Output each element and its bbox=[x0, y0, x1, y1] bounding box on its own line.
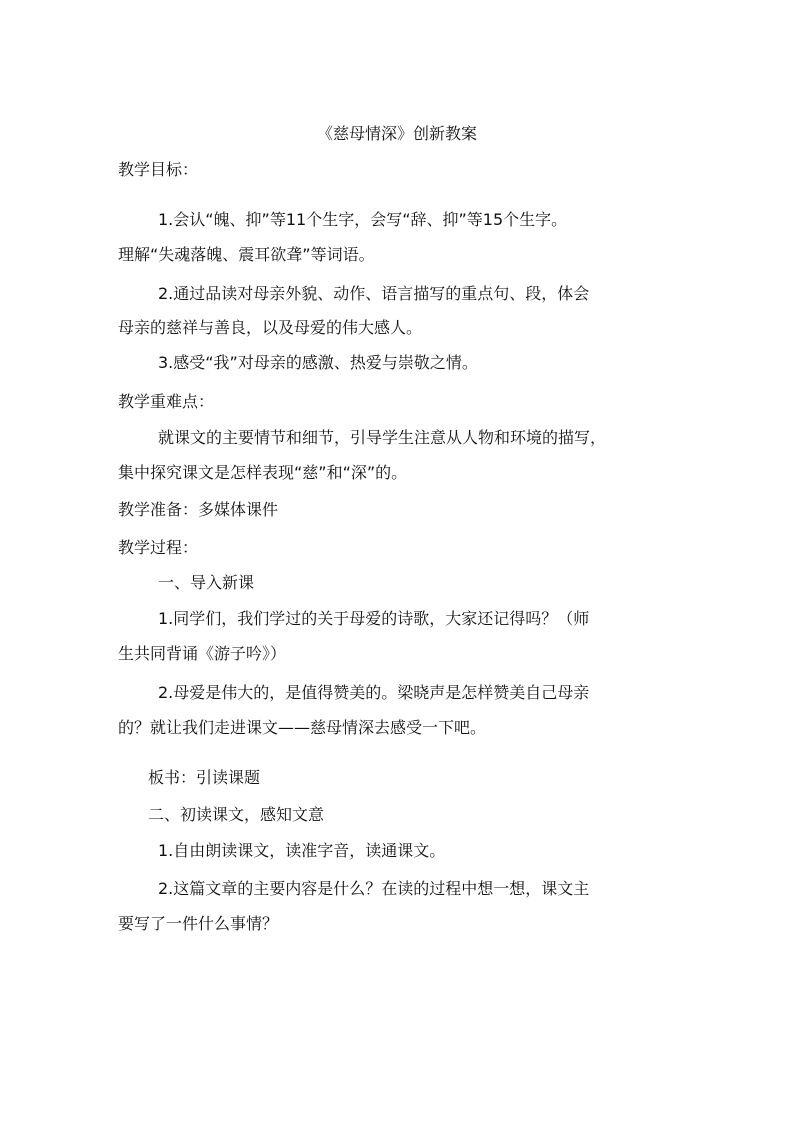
paragraph-line: 2.通过品读对母亲外貌、动作、语言描写的重点句、段，体会 bbox=[158, 284, 590, 303]
paragraph-line: 生共同背诵《游子吟》） bbox=[118, 644, 287, 663]
section-heading-process: 教学过程： bbox=[118, 538, 199, 557]
paragraph-line: 1.会认“魄、抑”等11个生字，会写“辞、抑”等15个生字。 bbox=[158, 210, 568, 229]
paragraph-line: 2.母爱是伟大的，是值得赞美的。梁晓声是怎样赞美自己母亲 bbox=[158, 683, 590, 702]
section-heading-preparation: 教学准备：多媒体课件 bbox=[118, 500, 279, 519]
paragraph-line: 集中探究课文是怎样表现“慈”和“深”的。 bbox=[118, 463, 408, 482]
paragraph-line: 3.感受“我”对母亲的感激、热爱与崇敬之情。 bbox=[158, 353, 478, 372]
paragraph-line: 理解“失魂落魄、震耳欲聋”等词语。 bbox=[118, 245, 375, 264]
paragraph-line: 1.同学们，我们学过的关于母爱的诗歌，大家还记得吗？（师 bbox=[158, 609, 590, 628]
subsection-heading: 二、初读课文，感知文意 bbox=[148, 805, 325, 824]
paragraph-line: 母亲的慈祥与善良，以及母爱的伟大感人。 bbox=[118, 318, 423, 337]
paragraph-line: 2.这篇文章的主要内容是什么？在读的过程中想一想，课文主 bbox=[158, 879, 590, 898]
paragraph-line: 就课文的主要情节和细节，引导学生注意从人物和环境的描写， bbox=[158, 428, 607, 447]
document-title: 《慈母情深》创新教案 bbox=[316, 124, 477, 143]
paragraph-line: 1.自由朗读课文，读准字音，读通课文。 bbox=[158, 841, 446, 860]
paragraph-line: 的？就让我们走进课文——慈母情深去感受一下吧。 bbox=[118, 718, 487, 737]
blackboard-note: 板书：引读课题 bbox=[148, 768, 261, 787]
section-heading-objectives: 教学目标： bbox=[118, 160, 199, 179]
paragraph-line: 要写了一件什么事情？ bbox=[118, 914, 279, 933]
section-heading-key-points: 教学重难点： bbox=[118, 392, 215, 411]
subsection-heading: 一、导入新课 bbox=[158, 573, 255, 592]
